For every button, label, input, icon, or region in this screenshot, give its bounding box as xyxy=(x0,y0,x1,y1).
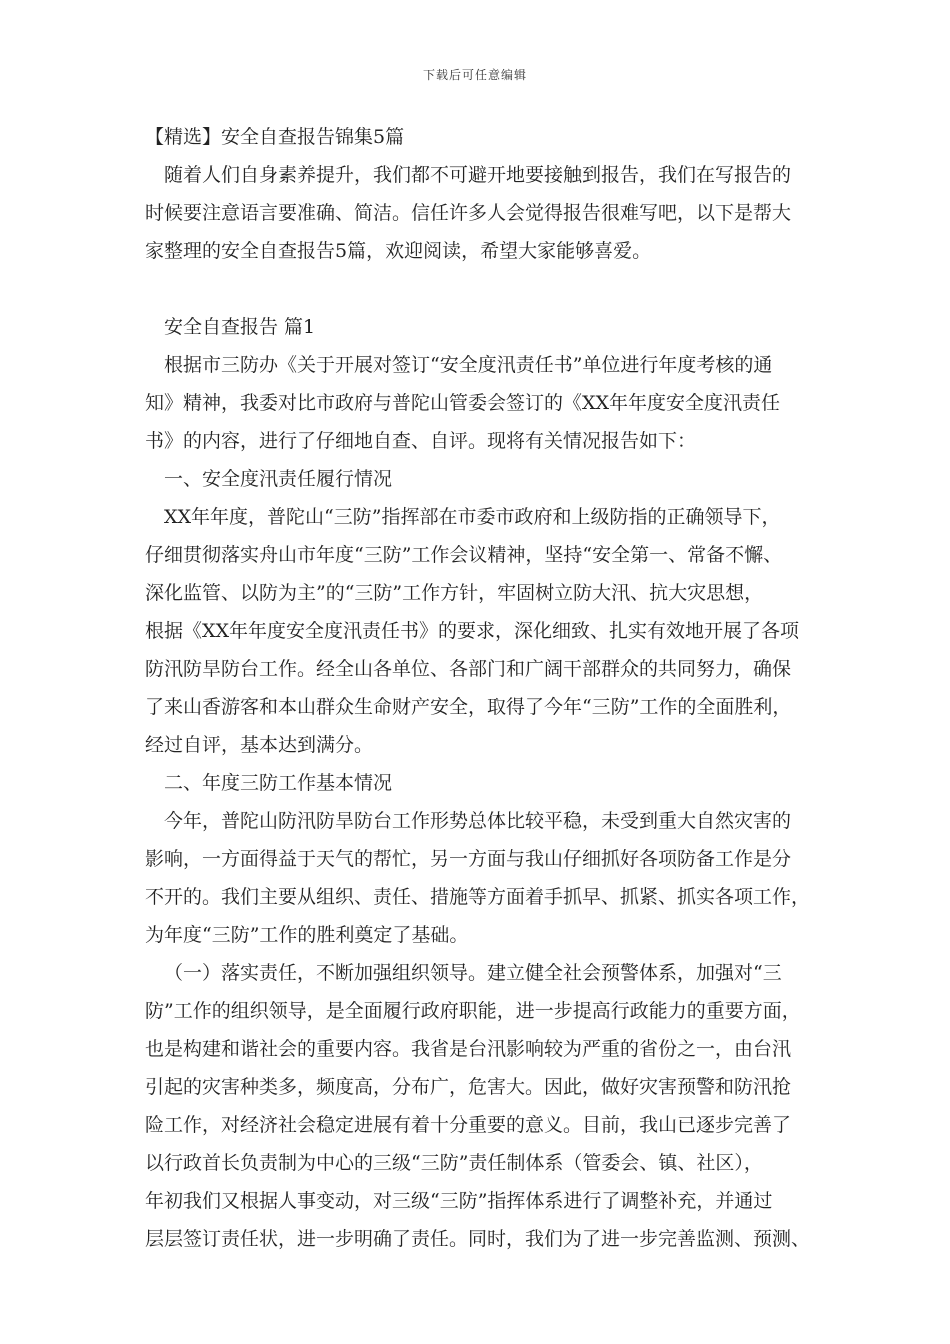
text-line: 仔细贯彻落实舟山市年度“三防”工作会议精神，坚持“安全第一、常备不懈、 xyxy=(145,544,783,566)
text-line: 以行政首长负责制为中心的三级“三防”责任制体系（管委会、镇、社区）， xyxy=(145,1152,763,1174)
text-line: 书》的内容，进行了仔细地自查、自评。现将有关情况报告如下： xyxy=(145,430,697,452)
text-line: （一）落实责任，不断加强组织领导。建立健全社会预警体系，加强对“三 xyxy=(164,962,782,984)
text-line: 险工作，对经济社会稳定进展有着十分重要的意义。目前，我山已逐步完善了 xyxy=(145,1114,792,1136)
document-title: 【精选】安全自查报告锦集5篇 xyxy=(145,126,405,148)
blank-line xyxy=(145,270,825,308)
subheading-2: 二、年度三防工作基本情况 xyxy=(164,772,393,794)
text-line: 影响，一方面得益于天气的帮忙，另一方面与我山仔细抓好各项防备工作是分 xyxy=(145,848,792,870)
text-line: 随着人们自身素养提升，我们都不可避开地要接触到报告，我们在写报告的 xyxy=(164,164,792,186)
text-line: 防汛防旱防台工作。经全山各单位、各部门和广阔干部群众的共同努力，确保 xyxy=(145,658,792,680)
text-line: 为年度“三防”工作的胜利奠定了基础。 xyxy=(145,924,469,946)
text-line: 层层签订责任状，进一步明确了责任。同时，我们为了进一步完善监测、预测、 xyxy=(145,1228,811,1250)
text-line: 经过自评，基本达到满分。 xyxy=(145,734,374,756)
text-line: 时候要注意语言要准确、简洁。信任许多人会觉得报告很难写吧，以下是帮大 xyxy=(145,202,792,224)
text-line: 年初我们又根据人事变动，对三级“三防”指挥体系进行了调整补充，并通过 xyxy=(145,1190,773,1212)
text-line: 不开的。我们主要从组织、责任、措施等方面着手抓早、抓紧、抓实各项工作， xyxy=(145,886,811,908)
text-line: 了来山香游客和本山群众生命财产安全，取得了今年“三防”工作的全面胜利， xyxy=(145,696,792,718)
text-line: 深化监管、以防为主”的“三防”工作方针，牢固树立防大汛、抗大灾思想， xyxy=(145,582,764,604)
paragraph-3 xyxy=(145,802,825,954)
paragraph-1 xyxy=(145,346,825,460)
text-line: 根据《XX年年度安全度汛责任书》的要求，深化细致、扎实有效地开展了各项 xyxy=(145,620,800,642)
text-line: 根据市三防办《关于开展对签订“安全度汛责任书”单位进行年度考核的通 xyxy=(164,354,773,376)
intro-paragraph xyxy=(145,156,825,270)
text-line: 知》精神，我委对比市政府与普陀山管委会签订的《XX年年度安全度汛责任 xyxy=(145,392,781,414)
paragraph-4 xyxy=(145,954,825,1258)
document-body xyxy=(145,118,825,1258)
text-line: 也是构建和谐社会的重要内容。我省是台汛影响较为严重的省份之一，由台汛 xyxy=(145,1038,792,1060)
subheading-1: 一、安全度汛责任履行情况 xyxy=(164,468,393,490)
text-line: 防”工作的组织领导，是全面履行政府职能，进一步提高行政能力的重要方面， xyxy=(145,1000,801,1022)
text-line: XX年年度，普陀山“三防”指挥部在市委市政府和上级防指的正确领导下， xyxy=(164,506,781,528)
header-note: 下载后可任意编辑 xyxy=(422,68,527,82)
paragraph-2 xyxy=(145,498,825,764)
text-line: 家整理的安全自查报告5篇，欢迎阅读，希望大家能够喜爱。 xyxy=(145,240,652,262)
section-heading: 安全自查报告 篇1 xyxy=(164,316,316,338)
text-line: 引起的灾害种类多，频度高，分布广，危害大。因此，做好灾害预警和防汛抢 xyxy=(145,1076,792,1098)
text-line: 今年，普陀山防汛防旱防台工作形势总体比较平稳，未受到重大自然灾害的 xyxy=(164,810,792,832)
